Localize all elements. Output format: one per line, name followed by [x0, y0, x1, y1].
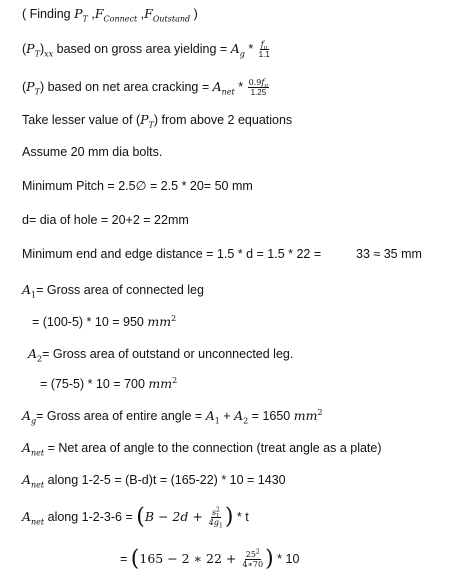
sub-connect: Connect: [103, 14, 138, 24]
definition-text: = Gross area of entire angle =: [36, 409, 206, 423]
net-crack-formula: [22, 78, 270, 97]
gross-yield-formula: [22, 40, 272, 59]
symbol-a: A: [205, 408, 215, 423]
a2-calculation: [40, 376, 177, 392]
symbol-p: P: [140, 112, 149, 127]
sub-g: g: [31, 416, 37, 426]
lesser-value-note: [22, 112, 292, 128]
formula-text: based on net area cracking =: [44, 79, 213, 94]
heading-finding: [22, 6, 198, 22]
big-paren: (: [130, 546, 140, 572]
sub-g: g: [239, 49, 245, 59]
den-4x70: 4∗70: [242, 560, 264, 569]
sub-2: 2: [243, 416, 249, 426]
sup-2: 2: [317, 407, 323, 417]
fu-f: f: [261, 78, 265, 87]
edge-distance-value: 33 ≈ 35 mm: [356, 247, 422, 261]
anet-path-1236: [22, 504, 249, 530]
sep: ,: [87, 7, 95, 21]
symbol-p: P: [26, 78, 35, 94]
sub-net: net: [31, 480, 45, 490]
calc-text: = (75-5) * 10 = 700: [40, 377, 149, 391]
paren: ): [39, 41, 45, 56]
unit-mm: mm: [147, 314, 172, 329]
symbol-p: P: [26, 40, 35, 56]
heading-text: ( Finding: [22, 7, 75, 21]
tail: * t: [233, 509, 249, 524]
fu-u: u: [263, 44, 268, 52]
sub-1: 1: [214, 416, 220, 426]
plus: +: [219, 409, 235, 423]
symbol-p: P: [74, 6, 83, 21]
sub-net: net: [31, 517, 45, 527]
fu-u: u: [264, 82, 269, 90]
symbol-f: F: [144, 6, 153, 21]
sub-net: net: [31, 448, 45, 458]
sub-1: 1: [219, 522, 223, 530]
fu-f: f: [260, 40, 264, 49]
edge-distance: [22, 246, 321, 262]
paren: ): [153, 113, 159, 127]
big-paren: (: [136, 504, 145, 530]
formula-inner: B − 2d +: [144, 508, 207, 524]
fraction-09fu-1-25: [248, 78, 270, 97]
sub-outstand: Outstand: [152, 14, 191, 24]
paren: ): [39, 79, 45, 94]
symbol-a: A: [22, 508, 32, 524]
unit-mm: mm: [293, 408, 318, 423]
fraction-25sq-280: [241, 550, 264, 569]
hole-diameter: d= dia of hole = 20+2 = 22mm: [22, 213, 189, 227]
times: *: [234, 79, 247, 94]
sup-2: 2: [172, 375, 178, 385]
fraction-s2-4g: [208, 506, 224, 530]
a1-calculation: [32, 314, 176, 330]
paren: (: [22, 41, 27, 56]
s: s: [211, 508, 217, 517]
a1-definition: [22, 282, 204, 298]
num-09: 0.9: [248, 78, 262, 87]
big-paren: ): [265, 546, 274, 572]
paren: (: [135, 113, 141, 127]
fraction-den: 1.25: [250, 88, 267, 97]
sub-t: T: [82, 14, 88, 24]
sup-2: 2: [171, 313, 177, 323]
symbol-a: A: [22, 282, 32, 297]
sub-1: 1: [31, 290, 37, 300]
den-4g: 4g: [208, 518, 220, 527]
big-paren: ): [224, 504, 234, 530]
sub-t: T: [34, 87, 40, 97]
assume-bolts: Assume 20 mm dia bolts.: [22, 145, 163, 159]
a2-definition: [28, 346, 293, 362]
formula-inner: 165 − 2 ∗ 22 +: [139, 550, 241, 566]
unit-mm: mm: [148, 376, 173, 391]
symbol-a: A: [22, 472, 32, 487]
fraction-fu-1-1: [258, 40, 271, 59]
sub-xx: xx: [44, 49, 54, 59]
heading-close: ): [190, 7, 198, 21]
symbol-a: A: [212, 78, 222, 94]
sub-2: 2: [37, 354, 43, 364]
times: *: [244, 41, 257, 56]
calc-text: = (100-5) * 10 = 950: [32, 315, 148, 329]
sub-1: 1: [215, 512, 220, 520]
sub-t: T: [34, 49, 40, 59]
note-text: from above 2 equations: [158, 113, 293, 127]
num-25: 25: [245, 550, 256, 559]
symbol-a: A: [22, 408, 32, 423]
paren: (: [22, 79, 27, 94]
sub-t: T: [148, 120, 154, 130]
sep: ,: [137, 7, 145, 21]
note-text: Take lesser value of: [22, 113, 136, 127]
sup-2: 2: [216, 506, 220, 514]
minimum-pitch: Minimum Pitch = 2.5∅ = 2.5 * 20= 50 mm: [22, 179, 253, 193]
symbol-a: A: [230, 40, 240, 56]
calc-text: along 1-2-3-6 =: [44, 509, 137, 524]
symbol-f: F: [94, 6, 104, 21]
definition-text: = Net area of angle to the connection (treat angle as a plate): [44, 441, 382, 455]
edge-distance-text: Minimum end and edge distance = 1.5 * d = 1.5 * 22 =: [22, 247, 322, 261]
anet-path-125: [22, 472, 286, 488]
anet-definition: [22, 440, 382, 456]
definition-text: = Gross area of connected leg: [36, 283, 204, 297]
symbol-a: A: [28, 346, 38, 361]
ag-definition: [22, 408, 323, 424]
sub-net: net: [221, 87, 235, 97]
calc-text: along 1-2-5 = (B-d)t = (165-22) * 10 = 1430: [44, 473, 286, 487]
definition-text: = 1650: [248, 409, 294, 423]
symbol-a: A: [22, 440, 32, 455]
formula-text: based on gross area yielding =: [53, 41, 231, 56]
definition-text: = Gross area of outstand or unconnected leg.: [42, 347, 294, 361]
symbol-a: A: [234, 408, 244, 423]
anet-path-1236-substitution: [120, 546, 300, 572]
equals: =: [120, 551, 131, 566]
tail: * 10: [273, 551, 300, 566]
sup-2: 2: [255, 548, 260, 556]
fraction-den: 1.1: [258, 50, 270, 59]
